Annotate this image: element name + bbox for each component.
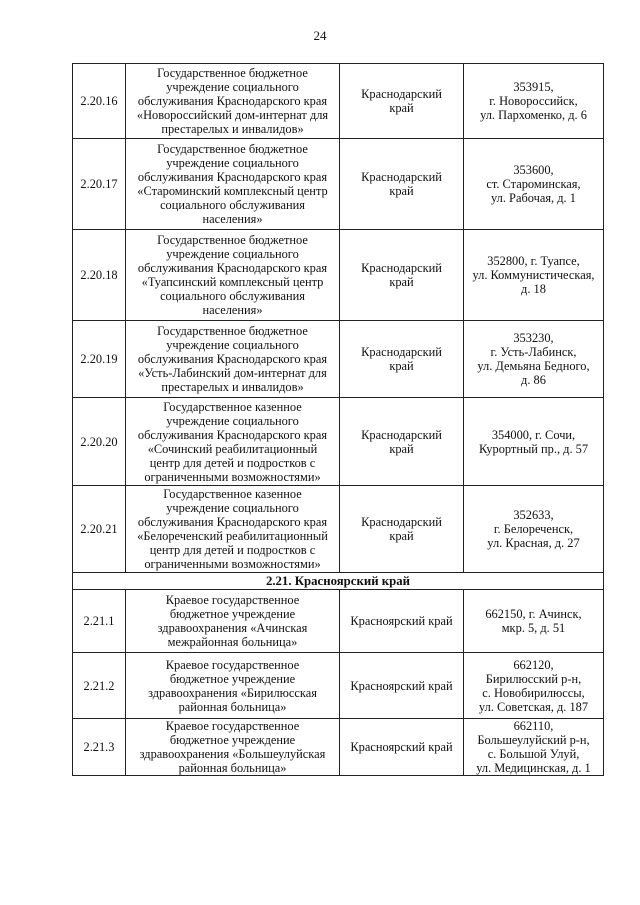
region: Красноярский край <box>340 590 464 653</box>
institutions-table <box>72 63 604 776</box>
table-row <box>73 398 604 486</box>
row-number: 2.21.1 <box>73 590 126 653</box>
region: Краснодарский край <box>340 321 464 398</box>
table-row <box>73 321 604 398</box>
institution-name: Государственное казенное учреждение социального обслуживания Краснодарского края «Белореченский реабилитационный центр для детей и подростков с ограниченными возможностями» <box>126 486 340 573</box>
address: 662120, Бирилюсский р-н, с. Новобирилюссы, ул. Советская, д. 187 <box>464 653 604 719</box>
section-title: 2.21. Красноярский край <box>73 573 604 590</box>
institution-name: Государственное бюджетное учреждение социального обслуживания Краснодарского края «Туапсинский комплексный центр социального обслуживания населения» <box>126 230 340 321</box>
row-number: 2.20.21 <box>73 486 126 573</box>
row-number: 2.20.20 <box>73 398 126 486</box>
row-number: 2.20.17 <box>73 139 126 230</box>
region: Краснодарский край <box>340 64 464 139</box>
table-row <box>73 590 604 653</box>
address: 354000, г. Сочи, Курортный пр., д. 57 <box>464 398 604 486</box>
region: Краснодарский край <box>340 139 464 230</box>
institution-name: Государственное бюджетное учреждение социального обслуживания Краснодарского края «Староминский комплексный центр социального обслуживания населения» <box>126 139 340 230</box>
page-number: 24 <box>313 28 327 43</box>
address: 352800, г. Туапсе, ул. Коммунистическая, д. 18 <box>464 230 604 321</box>
row-number: 2.20.18 <box>73 230 126 321</box>
address: 353230, г. Усть-Лабинск, ул. Демьяна Бедного, д. 86 <box>464 321 604 398</box>
address: 662110, Большеулуйский р-н, с. Большой Улуй, ул. Медицинская, д. 1 <box>464 719 604 776</box>
table-row <box>73 719 604 776</box>
region: Краснодарский край <box>340 486 464 573</box>
table-row <box>73 230 604 321</box>
address: 353600, ст. Староминская, ул. Рабочая, д. 1 <box>464 139 604 230</box>
institution-name: Государственное бюджетное учреждение социального обслуживания Краснодарского края «Усть-Лабинский дом-интернат для престарелых и инвалидов» <box>126 321 340 398</box>
region: Красноярский край <box>340 719 464 776</box>
region: Краснодарский край <box>340 230 464 321</box>
address: 352633, г. Белореченск, ул. Красная, д. 27 <box>464 486 604 573</box>
region: Краснодарский край <box>340 398 464 486</box>
section-header-row <box>73 573 604 590</box>
institution-name: Государственное бюджетное учреждение социального обслуживания Краснодарского края «Новороссийский дом-интернат для престарелых и инвалидов» <box>126 64 340 139</box>
row-number: 2.21.2 <box>73 653 126 719</box>
institution-name: Государственное казенное учреждение социального обслуживания Краснодарского края «Сочинский реабилитационный центр для детей и подростков с ограниченными возможностями» <box>126 398 340 486</box>
row-number: 2.20.16 <box>73 64 126 139</box>
table-row <box>73 64 604 139</box>
institution-name: Краевое государственное бюджетное учреждение здравоохранения «Бирилюсская районная больница» <box>126 653 340 719</box>
address: 353915, г. Новороссийск, ул. Пархоменко, д. 6 <box>464 64 604 139</box>
row-number: 2.21.3 <box>73 719 126 776</box>
table-row <box>73 486 604 573</box>
table-row <box>73 653 604 719</box>
institution-name: Краевое государственное бюджетное учреждение здравоохранения «Ачинская межрайонная больница» <box>126 590 340 653</box>
address: 662150, г. Ачинск, мкр. 5, д. 51 <box>464 590 604 653</box>
region: Красноярский край <box>340 653 464 719</box>
table-row <box>73 139 604 230</box>
institution-name: Краевое государственное бюджетное учреждение здравоохранения «Большеулуйская районная больница» <box>126 719 340 776</box>
row-number: 2.20.19 <box>73 321 126 398</box>
